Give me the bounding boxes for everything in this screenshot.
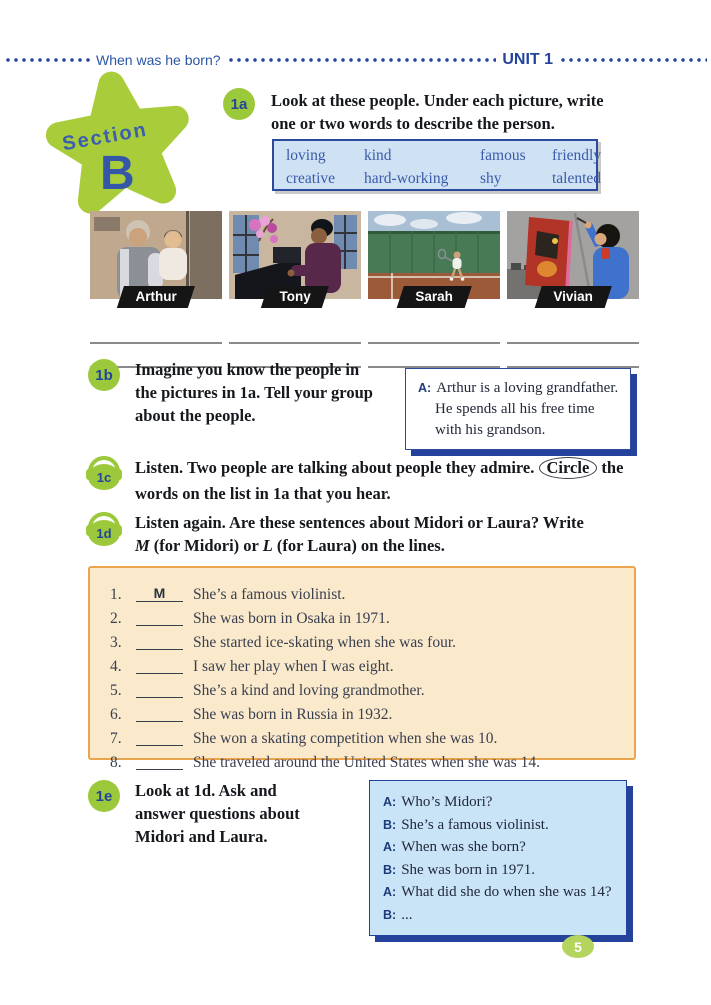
activity-1e-badge: 1e <box>88 780 120 812</box>
listening-sentences-box <box>88 566 636 771</box>
dialogue-line: B: She’s a famous violinist. <box>383 816 549 833</box>
page-header <box>0 52 711 68</box>
photo-name-tag: Sarah <box>397 286 472 308</box>
answer-blank <box>136 697 183 698</box>
photo-tony <box>229 211 361 304</box>
dialogue-line: B: She was born in 1971. <box>383 861 535 878</box>
word-bank-item: friendly <box>552 146 602 164</box>
word-bank-item: creative <box>286 169 336 187</box>
sentence-row: 8. She traveled around the United States when she was 14. <box>110 754 540 771</box>
speaker-label: B: <box>383 817 397 832</box>
dialogue-line: A: When was she born? <box>383 839 526 855</box>
word-bank-item: loving <box>286 146 326 164</box>
answer-blank <box>136 769 183 770</box>
dialogue-box <box>369 780 627 936</box>
speaker-label: B: <box>383 862 397 877</box>
word-bank-item: shy <box>480 169 502 187</box>
answer-line <box>229 320 361 344</box>
word-bank-box <box>272 139 602 191</box>
example-speech-box: A: Arthur is a loving grandfather. He spends all his free time with his grandson. <box>405 368 631 450</box>
sentence-row: 5. She’s a kind and loving grandmother. <box>110 682 425 699</box>
photo-name-tag: Tony <box>261 286 329 308</box>
sentence-row: 1. M She’s a famous violinist. <box>110 585 346 603</box>
speaker-label: A: <box>383 885 397 899</box>
activity-1d-instruction: Listen again. Are these sentences about Midori or Laura? Write M (for Midori) or L (for Laura) on the lines. <box>135 513 584 555</box>
photo-vivian <box>507 211 639 304</box>
page-number-badge: 5 <box>562 935 594 958</box>
activity-1b-badge: 1b <box>88 359 120 391</box>
word-bank-item: kind <box>364 146 392 164</box>
activity-1d-badge <box>83 504 125 546</box>
answer-blank <box>136 745 183 746</box>
unit-label: UNIT 1 <box>502 51 553 68</box>
dotted-rule <box>227 58 497 62</box>
dotted-rule <box>4 58 90 62</box>
svg-text:1c: 1c <box>96 470 112 485</box>
speaker-label: A: <box>383 840 397 854</box>
speaker-label: B: <box>383 907 397 922</box>
page-topic-title: When was he born? <box>96 52 221 68</box>
speaker-label: A: <box>383 795 397 809</box>
sentence-row: 2. She was born in Osaka in 1971. <box>110 610 390 627</box>
speaker-label: A: <box>418 381 432 395</box>
dotted-rule <box>559 58 707 62</box>
activity-1c-instruction: Listen. Two people are talking about people they admire. Circle the words on the list in 1a that you hear. <box>135 458 624 503</box>
sentence-row: 3. She started ice-skating when she was four. <box>110 634 457 651</box>
activity-1b-instruction: Imagine you know the people in the pictures in 1a. Tell your group about the people. <box>135 360 373 425</box>
answer-blank <box>136 649 183 650</box>
section-letter: B <box>100 147 135 200</box>
sentence-row: 6. She was born in Russia in 1932. <box>110 706 393 723</box>
answer-line <box>90 320 222 344</box>
word-bank-item: talented <box>552 169 602 187</box>
answer-line <box>507 344 639 368</box>
headphones-icon <box>83 504 125 548</box>
word-bank-item: famous <box>480 146 526 164</box>
photo-name-tag: Vivian <box>535 286 612 308</box>
activity-1c-badge <box>83 448 125 490</box>
activity-1e-instruction: Look at 1d. Ask and answer questions about Midori and Laura. <box>135 781 300 846</box>
section-badge <box>36 68 204 218</box>
sentence-row: 7. She won a skating competition when she was 10. <box>110 730 498 747</box>
photo-name-tag: Arthur <box>117 286 195 308</box>
dialogue-line: A: Who’s Midori? <box>383 794 493 810</box>
circled-word: Circle <box>539 457 598 479</box>
answer-blank: M <box>136 586 183 602</box>
svg-text:1d: 1d <box>96 526 112 541</box>
answer-blank <box>136 721 183 722</box>
dialogue-line: A: What did she do when she was 14? <box>383 884 612 900</box>
photo-arthur <box>90 211 222 304</box>
dialogue-line: B: ... <box>383 906 413 923</box>
photo-strip <box>90 211 639 304</box>
headphones-icon <box>83 448 125 492</box>
word-bank-item: hard-working <box>364 169 449 187</box>
section-word: Section <box>60 118 150 156</box>
sentence-row: 4. I saw her play when I was eight. <box>110 658 394 675</box>
photo-sarah <box>368 211 500 304</box>
answer-blank <box>136 673 183 674</box>
activity-1a-badge: 1a <box>223 88 255 120</box>
answer-blank <box>136 625 183 626</box>
answer-line <box>507 320 639 344</box>
activity-1a-instruction: Look at these people. Under each picture, write one or two words to describe the person. <box>271 91 604 133</box>
answer-line <box>368 320 500 344</box>
